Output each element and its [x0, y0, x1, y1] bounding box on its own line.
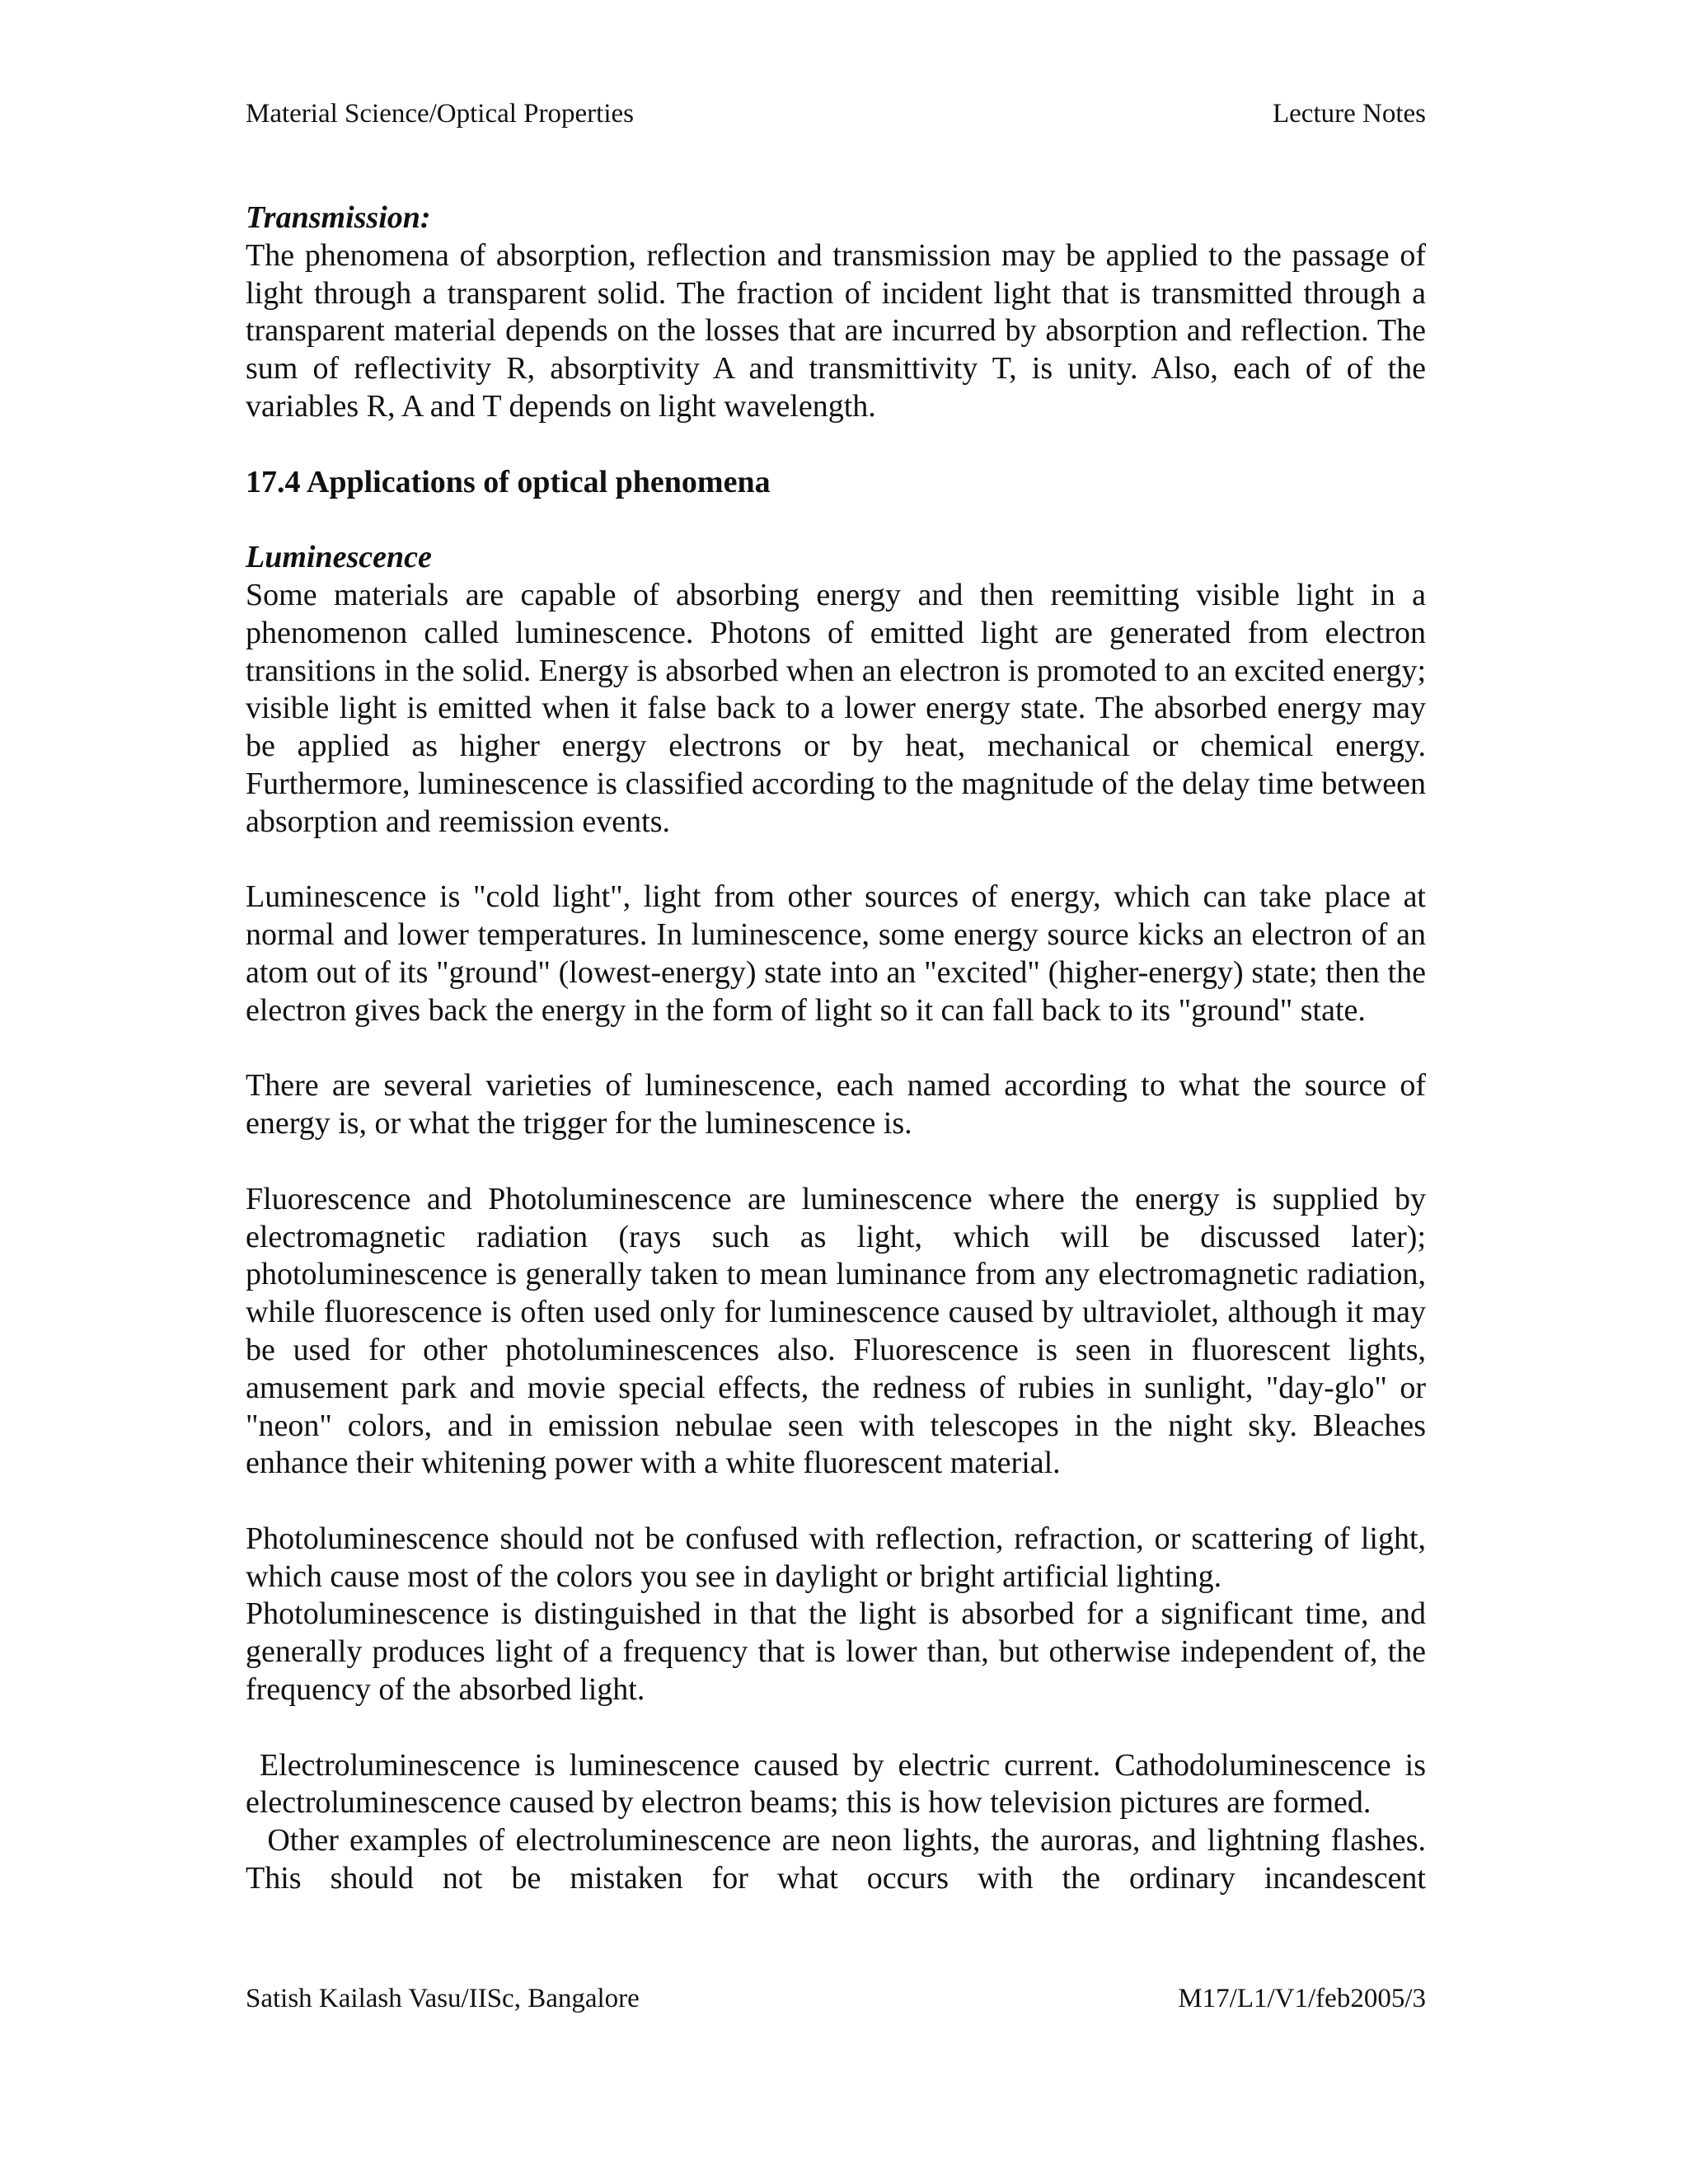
header-right-text: Lecture Notes: [1273, 99, 1426, 129]
paragraph-varieties: There are several varieties of luminescence, each named according to what the source of energy is, or what the trigger for the luminescence is.: [246, 1068, 1426, 1141]
paragraph-luminescence-intro: Some materials are capable of absorbing energy and then reemitting visible light in a phenomenon called luminescence. Photons of emitted light are generated from electron transitions in the solid. Energy is absorbed when an electron is promoted to an excited energy; visible light is emitted when it false back to a lower energy state. The absorbed energy may be applied as higher energy electrons or by heat, mechanical or chemical energy. Furthermore, luminescence is classified according to the magnitude of the delay time between absorption and reemission events.: [246, 577, 1426, 839]
spacer: [246, 501, 1426, 539]
header-left-text: Material Science/Optical Properties: [246, 99, 634, 129]
paragraph-photoluminescence-distinguished: Photoluminescence is distinguished in that the light is absorbed for a significant time, and generally produces light of a frequency that is lower than, but otherwise independent of, the frequency of the absorbed light.: [246, 1596, 1426, 1708]
paragraph-electroluminescence: Electroluminescence is luminescence caused by electric current. Cathodoluminescence is electroluminescence caused by electron beams; this is how television pictures are formed.: [246, 1747, 1434, 1821]
footer-left-text: Satish Kailash Vasu/IISc, Bangalore: [246, 1984, 640, 2013]
footer-right-text: M17/L1/V1/feb2005/3: [1178, 1984, 1426, 2013]
spacer: [246, 1143, 1426, 1181]
paragraph-electroluminescence-examples: Other examples of electroluminescence are neon lights, the auroras, and lightning flashes. This should not be mistaken for what occurs with the ordinary incandescent: [246, 1823, 1442, 1896]
paragraph-cold-light: Luminescence is "cold light", light from other sources of energy, which can take place at normal and lower temperatures. In luminescence, some energy source kicks an electron of an atom out of its "ground" (lowest-energy) state into an "excited" (higher-energy) state; then the electron gives back the energy in the form of light so it can fall back to its "ground" state.: [246, 879, 1426, 1028]
transmission-paragraph: The phenomena of absorption, reflection and transmission may be applied to the passage of light through a transparent solid. The fraction of incident light that is transmitted through a transparent material depends on the losses that are incurred by absorption and reflection. The sum of reflectivity R, absorptivity A and transmittivity T, is unity. Also, each of of the variables R, A and T depends on light wavelength.: [246, 237, 1426, 424]
spacer: [246, 1709, 1426, 1747]
transmission-heading: Transmission:: [246, 200, 431, 235]
spacer: [246, 1483, 1426, 1521]
section-title: 17.4 Applications of optical phenomena: [246, 464, 771, 499]
page-body: [246, 199, 1442, 1898]
paragraph-photoluminescence-confusion: Photoluminescence should not be confused with reflection, refraction, or scattering of light, which cause most of the colors you see in daylight or bright artificial lighting.: [246, 1521, 1426, 1594]
spacer: [246, 841, 1426, 879]
paragraph-fluorescence: Fluorescence and Photoluminescence are luminescence where the energy is supplied by electromagnetic radiation (rays such as light, which will be discussed later); photoluminescence is generally taken to mean luminance from any electromagnetic radiation, while fluorescence is often used only for luminescence caused by ultraviolet, although it may be used for other photoluminescences also. Fluorescence is seen in fluorescent lights, amusement park and movie special effects, the redness of rubies in sunlight, "day-glo" or "neon" colors, and in emission nebulae seen with telescopes in the night sky. Bleaches enhance their whitening power with a white fluorescent material.: [246, 1181, 1426, 1481]
spacer: [246, 426, 1426, 464]
luminescence-heading: Luminescence: [246, 540, 432, 575]
spacer: [246, 1030, 1426, 1068]
